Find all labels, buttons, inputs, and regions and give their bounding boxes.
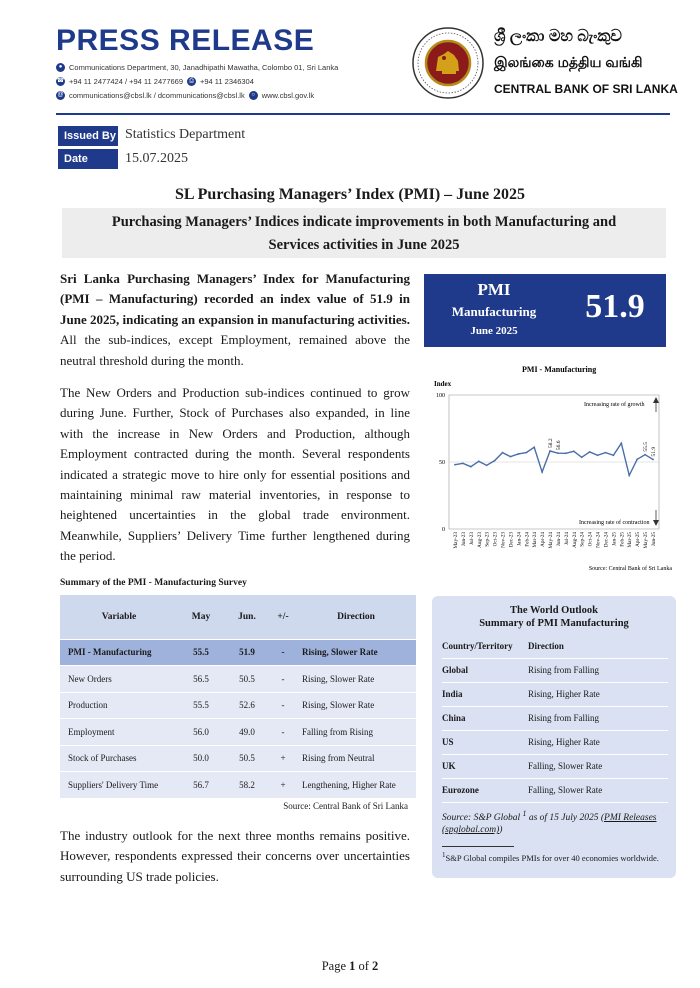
world-row [442, 730, 668, 754]
cell-jun: 50.5 [224, 745, 270, 772]
chart-x-tick-label: Sep-24 [579, 532, 586, 547]
world-cell-direction: Falling, Slower Rate [528, 754, 668, 778]
wo-source-sup: 1 [522, 809, 527, 818]
page-current: 1 [349, 959, 356, 973]
table-row [60, 666, 416, 693]
chart-x-tick-label: Feb-24 [524, 532, 531, 547]
cell-direction: Rising from Neutral [296, 745, 416, 772]
chart-x-tick-label: Nov-24 [595, 532, 602, 548]
footnote-divider [442, 846, 514, 847]
cell-jun: 49.0 [224, 719, 270, 746]
cell-jun: 51.9 [224, 639, 270, 666]
chart-annotation-top: Increasing rate of growth [584, 402, 645, 408]
chart-data-point [510, 456, 512, 458]
page-total: 2 [372, 959, 379, 973]
chart-data-point [470, 466, 472, 468]
pmi-label: PMI [477, 280, 511, 299]
cell-may: 56.0 [178, 719, 224, 746]
world-cell-direction: Rising from Falling [528, 706, 668, 730]
chart-data-point [573, 450, 575, 452]
chart-x-tick-label: Feb-25 [619, 532, 626, 547]
cell-jun: 52.6 [224, 692, 270, 719]
cell-variable: Employment [60, 719, 178, 746]
chart-x-tick-label: Apr-24 [540, 532, 547, 547]
world-outlook-box [432, 596, 676, 878]
chart-data-point [589, 451, 591, 453]
headline-line-1: Purchasing Managers’ Indices indicate improvements in both Manufacturing and [111, 214, 617, 230]
world-cell-country: UK [442, 754, 528, 778]
bank-name-tamil: இலங்கை மத்திய வங்கி [494, 54, 643, 70]
cell-jun: 50.5 [224, 666, 270, 693]
wo-source-end: ) [499, 825, 503, 836]
cell-variable: Production [60, 692, 178, 719]
chart-arrow-up-head [653, 397, 659, 403]
date-value: 15.07.2025 [125, 151, 188, 166]
chart-x-tick-label: Apr-25 [635, 532, 642, 547]
world-cell-direction: Rising, Higher Rate [528, 682, 668, 706]
chart-data-label: 58.2 [548, 438, 555, 449]
issued-by-value: Statistics Department [125, 127, 246, 142]
col-header-change: +/- [270, 595, 296, 639]
world-row [442, 706, 668, 730]
col-header-jun: Jun. [224, 595, 270, 639]
pmi-summary-table [60, 595, 416, 798]
col-header-may: May [178, 595, 224, 639]
paragraph-1-rest: All the sub-indices, except Employment, remained above the neutral threshold during the month. [60, 332, 410, 368]
paragraph-3: The industry outlook for the next three months remains positive. However, respondents expressed their concerns over uncertainties surrounding US trade policies. [60, 828, 410, 884]
world-cell-country: India [442, 682, 528, 706]
email-text[interactable]: communications@cbsl.lk / dcommunications@cbsl.lk [69, 91, 245, 100]
world-cell-country: US [442, 730, 528, 754]
chart-data-point [549, 450, 551, 452]
table-caption: Summary of the PMI - Manufacturing Survey [60, 578, 247, 588]
chart-x-tick-label: Nov-23 [500, 532, 507, 548]
cell-may: 55.5 [178, 692, 224, 719]
cell-may: 56.7 [178, 772, 224, 799]
chart-arrow-down-head [653, 520, 659, 526]
chart-data-point [636, 458, 638, 460]
page-mid: of [355, 959, 373, 973]
chart-y-tick-label: 50 [439, 460, 445, 466]
cell-jun: 58.2 [224, 772, 270, 799]
cell-direction: Rising, Slower Rate [296, 666, 416, 693]
cell-change: + [270, 772, 296, 799]
cell-variable: Stock of Purchases [60, 745, 178, 772]
chart-data-point [597, 454, 599, 456]
cell-variable: Suppliers' Delivery Time [60, 772, 178, 799]
world-outlook-footnote [442, 850, 670, 864]
chart-title: PMI - Manufacturing [522, 365, 597, 374]
email-icon: @ [57, 92, 64, 98]
chart-x-tick-label: Aug-24 [571, 532, 578, 548]
cell-change: - [270, 692, 296, 719]
col-header-variable: Variable [60, 595, 178, 639]
fax-icon: ⎙ [187, 77, 196, 86]
world-outlook-table [442, 634, 668, 803]
world-row [442, 682, 668, 706]
world-outlook-title: The World Outlook [510, 605, 598, 616]
chart-x-tick-label: Jul-23 [468, 532, 475, 545]
chart-y-label: Index [434, 380, 452, 388]
wo-source-prefix: Source: S&P Global [442, 813, 521, 824]
chart-data-point [517, 453, 519, 455]
address-line [56, 63, 338, 72]
chart-x-tick-label: May-24 [548, 532, 555, 549]
world-header-row [442, 634, 668, 658]
chart-data-point [605, 452, 607, 454]
chart-data-point [628, 475, 630, 477]
chart-data-point [486, 464, 488, 466]
pmi-line-chart [424, 360, 674, 575]
chart-data-point [494, 460, 496, 462]
chart-x-tick-label: May-23 [453, 532, 459, 549]
world-outlook-source [442, 808, 670, 836]
chart-x-tick-label: Jul-24 [563, 532, 570, 545]
world-row [442, 778, 668, 802]
location-icon: ● [56, 63, 65, 72]
chart-data-point [620, 442, 622, 444]
chart-x-tick-label: Oct-23 [492, 532, 499, 547]
chart-x-tick-label: Dec-24 [603, 532, 610, 548]
page-prefix: Page [321, 959, 350, 973]
chart-data-point [502, 452, 504, 454]
cell-change: - [270, 666, 296, 693]
chart-data-label: 56.6 [555, 440, 562, 451]
world-row [442, 754, 668, 778]
cell-change: + [270, 745, 296, 772]
page-number [0, 959, 700, 974]
col-header-direction: Direction [296, 595, 416, 639]
paragraph-2: The New Orders and Production sub-indices continued to grow during June. Further, Stock of Purchases also expanded, in line with the increase in New Orders and Production, although Employment contracted during the month. Several respondents indicated a strategic move to hire only for essential positions and maintaining minimal raw material inventories, in response to heightened uncertainties in the global trade environment. Meanwhile, Suppliers’ Delivery Time further lengthened during the period. [60, 385, 410, 564]
world-row [442, 658, 668, 682]
cell-direction: Rising, Slower Rate [296, 639, 416, 666]
issued-by-label: Issued By [58, 126, 118, 146]
document-title: SL Purchasing Managers’ Index (PMI) – June 2025 [174, 186, 526, 203]
table-row [60, 772, 416, 799]
headline-line-2: Services activities in June 2025 [268, 237, 460, 253]
table-row [60, 745, 416, 772]
chart-x-tick-label: Jan-25 [611, 532, 618, 546]
chart-x-tick-label: May-25 [643, 532, 650, 549]
chart-data-point [541, 471, 543, 473]
chart-x-tick-label: Jun-23 [460, 532, 467, 547]
chart-data-point [652, 459, 654, 461]
chart-x-tick-label: Mar-25 [627, 532, 634, 548]
globe-icon: ○ [249, 91, 258, 100]
bank-name-sinhala: ශ්‍රී ලංකා මහ බැංකුව [494, 28, 622, 45]
table-source: Source: Central Bank of Sri Lanka [283, 801, 408, 811]
chart-data-label: 55.5 [643, 442, 650, 452]
cell-direction: Rising, Slower Rate [296, 692, 416, 719]
world-cell-direction: Falling, Slower Rate [528, 778, 668, 802]
table-row-headline [60, 639, 416, 666]
table-row [60, 692, 416, 719]
pmi-month: June 2025 [470, 325, 518, 337]
cell-may: 56.5 [178, 666, 224, 693]
world-cell-direction: Rising from Falling [528, 658, 668, 682]
fax-text: +94 11 2346304 [200, 77, 254, 86]
chart-y-tick-label: 0 [442, 527, 445, 533]
phone-icon: ☎ [56, 78, 65, 84]
table-header-row [60, 595, 416, 639]
wo-note-text: S&P Global compiles PMIs for over 40 economies worldwide. [445, 852, 659, 863]
press-release-title: PRESS RELEASE [56, 24, 315, 57]
chart-x-tick-label: Jun-25 [651, 532, 657, 547]
world-col-country: Country/Territory [442, 634, 528, 658]
pmi-highlight-box [424, 274, 666, 347]
chart-x-tick-label: Jun-24 [555, 532, 562, 547]
chart-x-tick-label: Aug-23 [476, 532, 483, 548]
pmi-releases-link[interactable]: PMI Releases (spglobal.com) [442, 813, 657, 836]
chart-data-point [613, 454, 615, 456]
chart-x-tick-label: Oct-24 [587, 532, 594, 547]
chart-x-tick-label: Sep-23 [484, 532, 491, 547]
chart-y-tick-label: 100 [436, 393, 445, 399]
cell-direction: Lengthening, Higher Rate [296, 772, 416, 799]
phone-line [56, 77, 254, 86]
chart-data-point [525, 452, 527, 454]
chart-x-tick-label: Mar-24 [532, 532, 539, 548]
world-cell-direction: Rising, Higher Rate [528, 730, 668, 754]
chart-data-point [565, 452, 567, 454]
chart-source: Source: Central Bank of Sri Lanka [588, 566, 672, 572]
world-cell-country: Global [442, 658, 528, 682]
cell-variable: PMI - Manufacturing [60, 639, 178, 666]
chart-data-point [478, 460, 480, 462]
world-outlook-subtitle: Summary of PMI Manufacturing [479, 618, 629, 629]
table-row [60, 719, 416, 746]
cbsl-seal-logo [412, 27, 484, 99]
chart-x-tick-label: Dec-23 [508, 532, 515, 548]
chart-annotation-bottom: Increasing rate of contraction [579, 520, 650, 526]
chart-data-point [557, 452, 559, 454]
chart-data-point [581, 456, 583, 458]
cell-change: - [270, 639, 296, 666]
chart-x-tick-label: Jan-24 [516, 532, 523, 546]
date-label: Date [58, 149, 118, 169]
paragraph-1 [60, 269, 410, 371]
cell-variable: New Orders [60, 666, 178, 693]
wo-note-sup: 1 [442, 851, 446, 859]
cell-may: 55.5 [178, 639, 224, 666]
pmi-sub-label: Manufacturing [451, 304, 537, 319]
chart-data-label: 51.9 [651, 446, 657, 457]
chart-data-point [462, 462, 464, 464]
website-link[interactable]: www.cbsl.gov.lk [261, 91, 315, 100]
wo-source-mid: as of 15 July 2025 ( [526, 813, 605, 824]
world-col-direction: Direction [528, 634, 668, 658]
header-divider [56, 113, 670, 115]
world-cell-country: Eurozone [442, 778, 528, 802]
email-line [56, 91, 314, 100]
cell-may: 50.0 [178, 745, 224, 772]
chart-data-point [644, 454, 646, 456]
paragraph-1-bold: Sri Lanka Purchasing Managers’ Index for Manufacturing (PMI – Manufacturing) recorded an index value of 51.9 in June 2025, indicating an expansion in manufacturing activities. [60, 271, 410, 327]
cell-change: - [270, 719, 296, 746]
headline-box [62, 208, 666, 258]
chart-data-point [454, 464, 456, 466]
bank-name-english: CENTRAL BANK OF SRI LANKA [494, 82, 678, 96]
cell-direction: Falling from Rising [296, 719, 416, 746]
world-cell-country: China [442, 706, 528, 730]
address-text: Communications Department, 30, Janadhipathi Mawatha, Colombo 01, Sri Lanka [69, 63, 339, 72]
phone-text: +94 11 2477424 / +94 11 2477669 [69, 77, 183, 86]
chart-data-point [533, 446, 535, 448]
pmi-value: 51.9 [585, 288, 645, 325]
